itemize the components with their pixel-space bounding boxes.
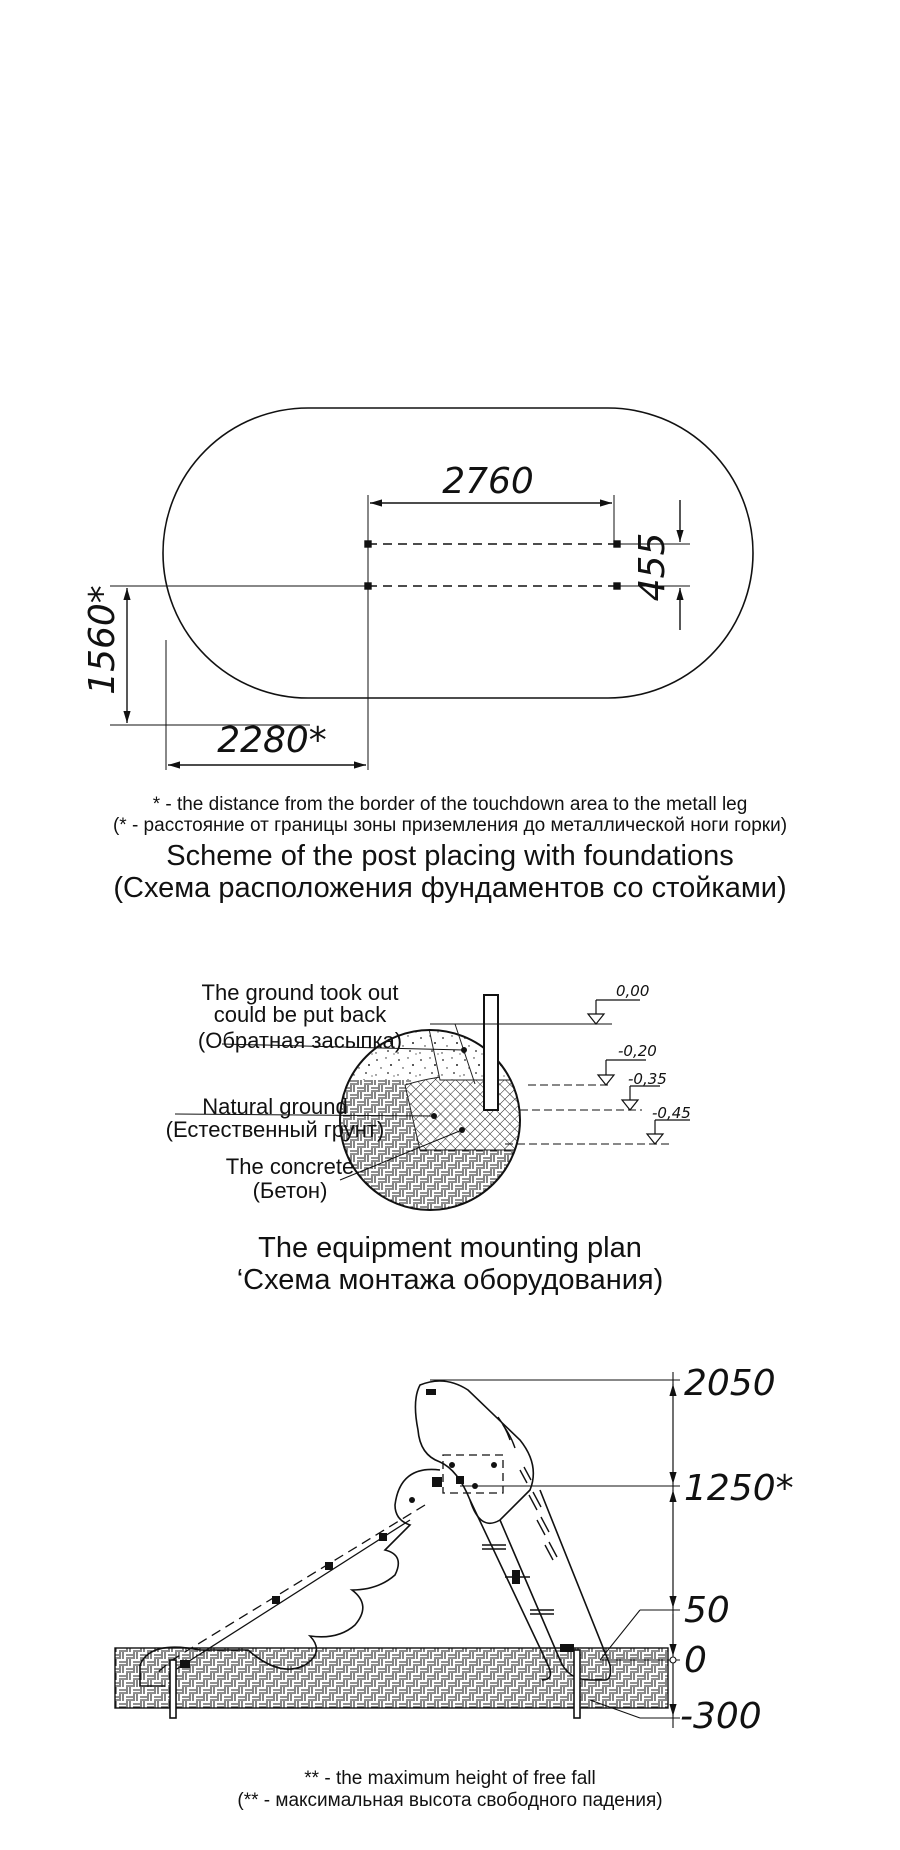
height-50: 50 bbox=[684, 1590, 730, 1631]
label-backfill-ru: (Обратная засыпка) bbox=[197, 1028, 403, 1053]
ground-section bbox=[115, 1648, 668, 1708]
dim-2760: 2760 bbox=[442, 461, 534, 502]
title-mounting-plan-ru: ‘Схема монтажа оборудования) bbox=[236, 1264, 664, 1296]
label-backfill-en-2: could be put back bbox=[213, 1002, 387, 1027]
note-distance-ru: (* - расстояние от границы зоны приземления до металлической ноги горки) bbox=[112, 815, 788, 836]
dim-2280: 2280* bbox=[217, 720, 327, 761]
label-concrete-ru: (Бетон) bbox=[252, 1178, 328, 1203]
note-distance-en: * - the distance from the border of the touchdown area to the metall leg bbox=[152, 794, 748, 815]
height-0: 0 bbox=[684, 1640, 707, 1681]
title-post-placing-en: Scheme of the post placing with foundations bbox=[166, 840, 734, 872]
note-free-fall-en: ** - the maximum height of free fall bbox=[304, 1768, 596, 1789]
dim-1560: 1560* bbox=[82, 585, 123, 695]
dim-455: 455 bbox=[632, 532, 673, 602]
post-in-foundation bbox=[484, 995, 498, 1110]
height-minus-300: -300 bbox=[680, 1696, 762, 1737]
label-natural-ground-en: Natural ground bbox=[202, 1094, 348, 1119]
level-minus-0-45: -0,45 bbox=[652, 1104, 691, 1122]
note-free-fall-ru: (** - максимальная высота свободного падения) bbox=[237, 1790, 663, 1811]
label-natural-ground-ru: (Естественный грунт) bbox=[165, 1117, 385, 1142]
level-0-00: 0,00 bbox=[616, 982, 650, 1000]
slide-tower-outline bbox=[415, 1381, 533, 1523]
label-backfill-en-1: The ground took out bbox=[201, 980, 399, 1005]
level-minus-0-35: -0,35 bbox=[628, 1070, 667, 1088]
title-post-placing-ru: (Схема расположения фундаментов со стойками) bbox=[113, 872, 787, 904]
title-mounting-plan-en: The equipment mounting plan bbox=[258, 1232, 642, 1264]
slide-elevation bbox=[115, 1372, 680, 1728]
height-1250: 1250* bbox=[684, 1468, 794, 1509]
level-minus-0-20: -0,20 bbox=[618, 1042, 657, 1060]
label-concrete-en: The concrete bbox=[225, 1154, 355, 1179]
height-2050: 2050 bbox=[684, 1363, 776, 1404]
